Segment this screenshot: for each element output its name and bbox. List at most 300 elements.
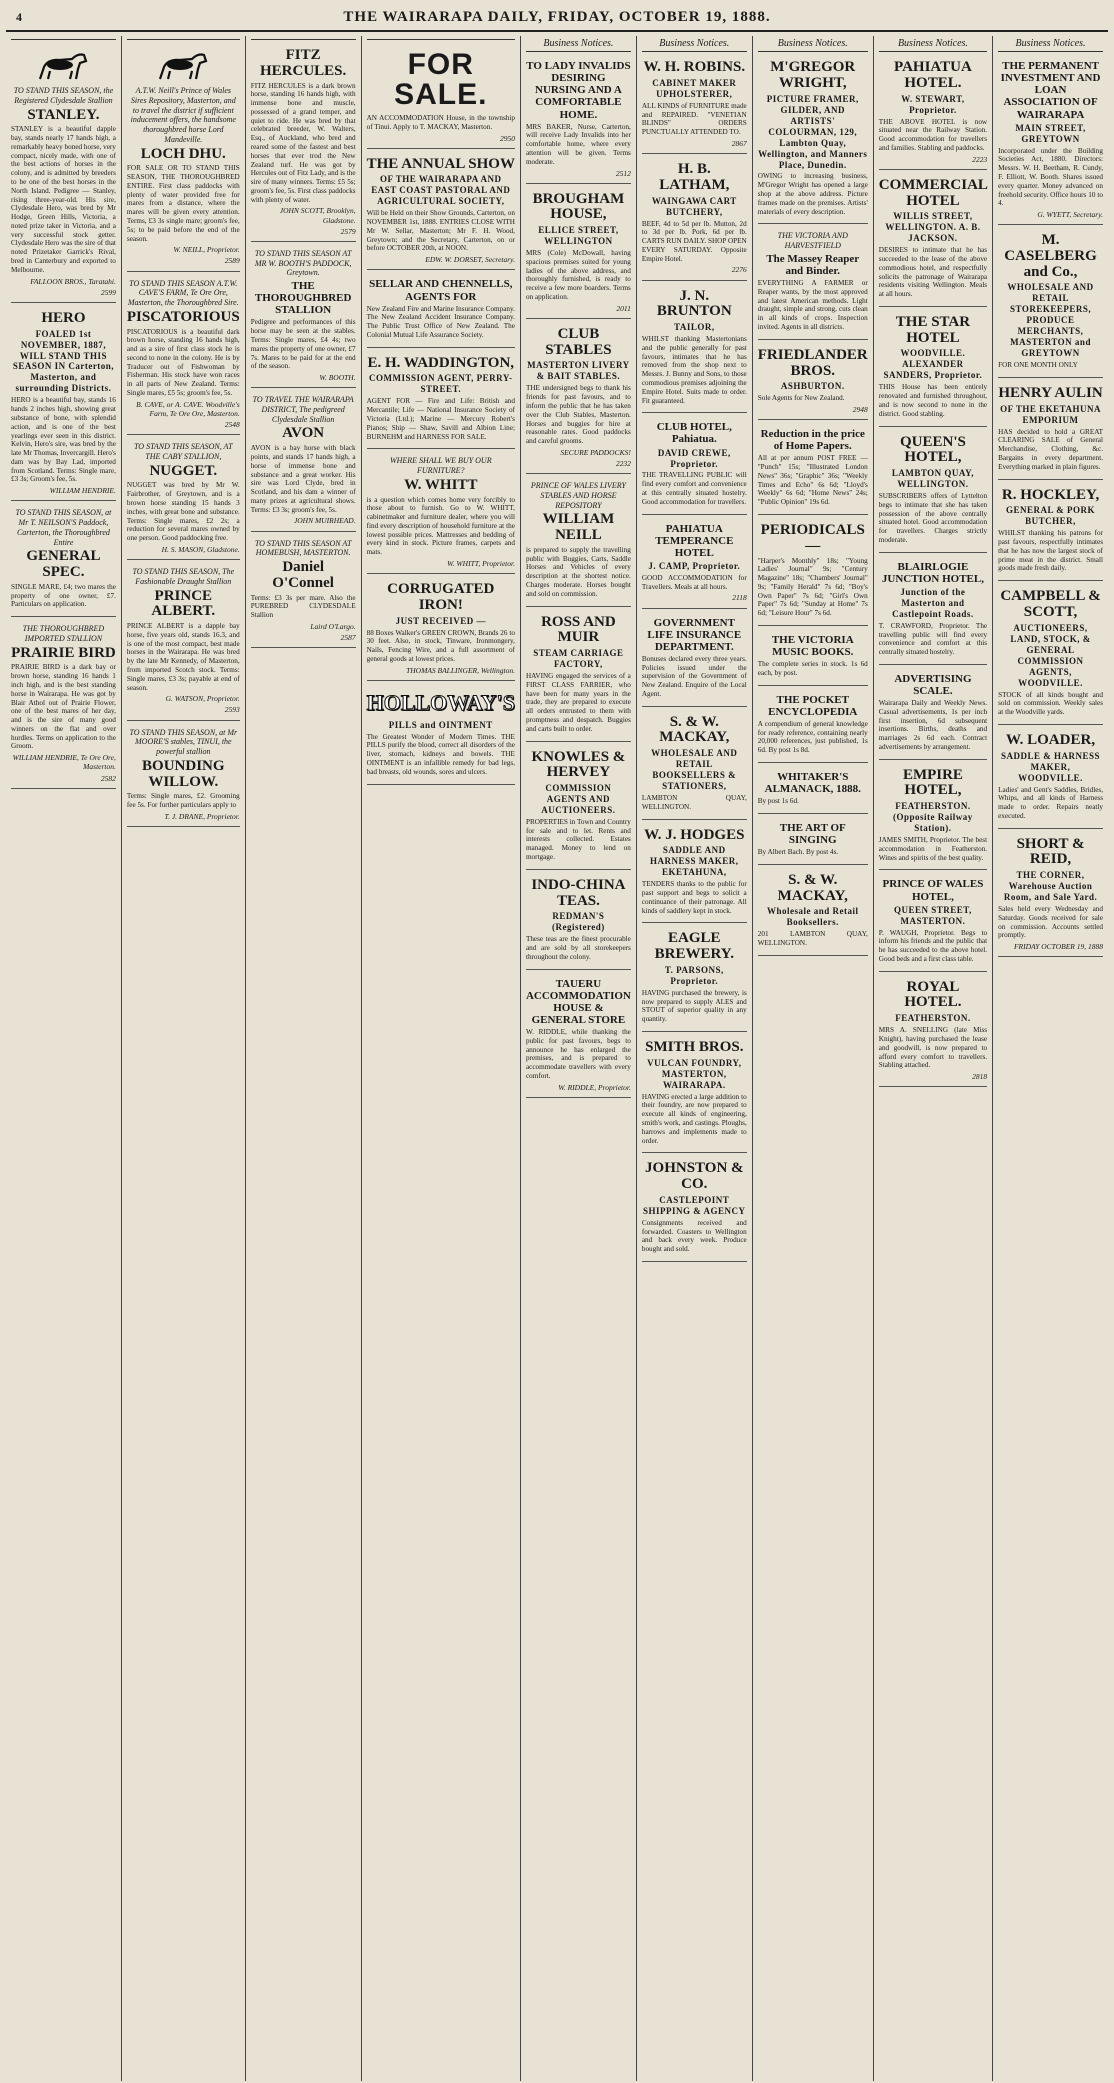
ad-signature: W. WHITT, Proprietor. bbox=[447, 559, 515, 569]
ad-body: MRS (Cole) McDowall, having spacious premises suited for young ladies of the above address, and thoroughly furnished, is ready to receive a few more boarders. Terms on application. bbox=[525, 249, 631, 302]
ad-body: PISCATORIOUS is a beautiful dark brown horse, standing 16 hands high, and as a sire of first class stock he is second to none in the colony. He is by Traducer out of Fishwoman by Fisherman. His stock have won races in all parts of New Zealand. Terms: Single mares, £5 5s; groom's fee, 5s. bbox=[126, 327, 240, 398]
ad-body: DESIRES to intimate that he has succeeded to the lease of the above commodious hotel, and respectfully solicits the patronage of Wairarapa residents visiting Wellington. Meals at all hours. bbox=[878, 246, 988, 299]
ad-title: CORRUGATED IRON! bbox=[387, 581, 495, 613]
ad-subtitle: WOODVILLE. ALEXANDER SANDERS, Proprietor. bbox=[883, 348, 983, 381]
ad-title: The Massey Reaper and Binder. bbox=[766, 252, 860, 277]
ad-subtitle: MAIN STREET, GREYTOWN bbox=[1015, 122, 1086, 144]
ad-title: INDO-CHINA TEAS. bbox=[531, 876, 626, 909]
ad-title: Reduction in the price of Home Papers. bbox=[760, 428, 865, 453]
column-heading bbox=[251, 38, 356, 40]
ad-intro: THE VICTORIA AND HARVESTFIELD bbox=[777, 231, 848, 251]
ad-signature: WILLIAM HENDRIE, Te Ore Ore, Masterton. bbox=[12, 753, 116, 772]
newspaper-title: THE WAIRARAPA DAILY, FRIDAY, OCTOBER 19, 1888. bbox=[343, 8, 771, 25]
column-heading: Business Notices. bbox=[758, 38, 868, 52]
ad-title: EAGLE BREWERY. bbox=[654, 930, 734, 963]
ad-subtitle: SADDLE AND HARNESS MAKER, EKETAHUNA, bbox=[650, 845, 739, 878]
advertisement bbox=[758, 227, 868, 339]
advertisement bbox=[127, 43, 240, 272]
advertisement bbox=[11, 306, 116, 502]
ad-title: PERIODICALS — bbox=[760, 522, 865, 554]
ad-title: FOR SALE. bbox=[394, 48, 488, 111]
ad-subtitle: REDMAN'S (Registered) bbox=[551, 911, 605, 933]
column-2 bbox=[122, 36, 246, 2081]
advertisement bbox=[642, 710, 747, 820]
ad-signature: JOHN SCOTT, Brooklyn, Gladstone. bbox=[279, 206, 356, 225]
ad-body: OWING to increasing business, M'Gregor Wright has opened a large shop at the above address. Picture frames made on the premises. Artists' materials of every description. bbox=[757, 172, 868, 216]
ad-subtitle: THE CORNER, Warehouse Auction Room, and Sale Yard. bbox=[1003, 870, 1098, 903]
ad-intro: PRINCE OF WALES LIVERY STABLES AND HORSE REPOSITORY bbox=[530, 481, 626, 510]
advertisement bbox=[879, 975, 987, 1088]
advertisement bbox=[642, 416, 747, 514]
advertisement bbox=[642, 926, 747, 1032]
ad-body: MRS A. SNELLING (late Miss Knight), having purchased the lease and goodwill, is now prepared to afford every comfort to travellers. Stabling attached. bbox=[878, 1026, 988, 1070]
ad-title: W. WHITT bbox=[404, 476, 478, 493]
advertisement bbox=[526, 187, 631, 319]
advertisement bbox=[879, 430, 987, 553]
ad-body: is a question which comes home very forcibly to those about to furnish. Go to W. WHITT, cabinetmaker and furniture dealer, where you will find every description of household furniture at the lowest possible prices. Mattresses and bedding of every kind in stock. Picture frames, carpets and mats. bbox=[366, 495, 515, 557]
ad-signature: THOMAS BALLINGER, Wellington. bbox=[406, 665, 515, 675]
ad-body: is prepared to supply the travelling public with Buggies, Carts, Saddle Horses and Vehicles of every description at the shortest notice. Charges moderate. Horses bought and sold on commission. bbox=[525, 545, 631, 598]
ad-body: Pedigree and performances of this horse may be seen at the stables. Terms: Single mares, £4 4s; two mares the property of one owner, £7 7s. Mares to be paid for at the end of the season. bbox=[250, 318, 356, 371]
ad-body: PRINCE ALBERT is a dapple bay horse, five years old, stands 16.3, and is one of the most compact, best made horses in the Wairarapa. He was bred by the late Mr Kennedy, of Masterton, from imported Scotch stock. Terms: Single mares, £3 3s; payable at end of season. bbox=[126, 622, 240, 692]
advertisement bbox=[879, 873, 987, 971]
advertisement bbox=[251, 43, 356, 242]
ad-subtitle: Junction of the Masterton and Castlepoint Roads. bbox=[892, 586, 974, 619]
advertisement bbox=[879, 173, 987, 307]
ad-title: R. HOCKLEY, bbox=[1001, 486, 1100, 503]
ad-body: T. CRAWFORD, Proprietor. The travelling public will find every convenience and comfort at this centrally situated hostelry. bbox=[878, 621, 988, 657]
ad-title: TO LADY INVALIDS DESIRING NURSING AND A COMFORTABLE HOME. bbox=[526, 60, 631, 121]
ad-number: FRIDAY OCTOBER 19, 1888 bbox=[1013, 942, 1103, 952]
ad-subtitle: LAMBTON QUAY, WELLINGTON. bbox=[891, 468, 975, 489]
ad-title: S. & W. MACKAY, bbox=[777, 871, 848, 904]
ad-title: HERO bbox=[41, 309, 86, 326]
ad-body: PRAIRIE BIRD is a dark bay or brown horse, standing 16 hands 1 inch high, and is the best standing horse in Wairarapa. He was got by Blair Athol out of Prairie Flower, one of the best mares of her day, and is the sire of many good winners on the flat and over hurdles. Terms on application to the Groom. bbox=[11, 663, 116, 751]
column-9 bbox=[993, 36, 1108, 2081]
advertisement bbox=[367, 351, 515, 450]
ad-title: WILLIAM NEILL bbox=[542, 511, 615, 544]
advertisement bbox=[998, 832, 1103, 958]
column-heading: Business Notices. bbox=[526, 38, 631, 52]
ad-body: AGENT FOR — Fire and Life: British and Mercantile; Life — National Insurance Society of Victoria (Ltd.); Marine — Mercury Robert's Pianos; Ship — Shaw, Savill and Albion Line; BURNEHM and HARNESS FOR SALE. bbox=[366, 397, 515, 441]
ad-body: SINGLE MARE, £4; two mares the property of one owner, £7. Particulars on application. bbox=[11, 582, 116, 609]
ad-title: HOLLOWAY'S bbox=[366, 689, 515, 715]
ad-title: QUEEN'S HOTEL, bbox=[900, 433, 966, 466]
advertisement bbox=[526, 973, 631, 1098]
advertisement bbox=[998, 728, 1103, 829]
ad-body: ALL KINDS of FURNITURE made and REPAIRED. "VENETIAN BLINDS" ORDERS PUNCTUALLY ATTENDED TO. bbox=[641, 101, 747, 137]
ad-body: HERO is a beautiful bay, stands 16 hands 2 inches high, showing great substance of bone, with splendid action, and is one of the best yearlings ever seen in this district. Kelvin, Hero's sire, was bred by the late Mr Thomas, Invercargill. Hero's dam was by Bay Lad, imported from Scotland. Terms: Single mare, £3 3s; Groom's fee, 5s. bbox=[11, 396, 116, 484]
ad-title: ROYAL HOTEL. bbox=[904, 978, 962, 1011]
advertisement bbox=[758, 817, 868, 865]
advertisement bbox=[998, 228, 1103, 378]
advertisement bbox=[758, 689, 868, 763]
ad-title: Daniel O'Connel bbox=[272, 559, 334, 591]
ad-body: Sales held every Wednesday and Saturday. Goods received for sale on commission. Accounts settled promptly. bbox=[998, 905, 1103, 940]
ad-title: S. & W. MACKAY, bbox=[659, 713, 730, 746]
ad-subtitle: QUEEN STREET, MASTERTON. bbox=[894, 904, 972, 926]
advertisement bbox=[11, 620, 116, 788]
ad-intro: THE THOROUGHBRED IMPORTED STALLION bbox=[22, 624, 105, 643]
advertisement bbox=[879, 310, 987, 427]
advertisement bbox=[998, 483, 1103, 582]
ad-subtitle: W. STEWART, Proprietor. bbox=[901, 93, 965, 115]
advertisement bbox=[758, 518, 868, 626]
ad-title: AVON bbox=[282, 425, 325, 442]
ad-title: W. LOADER, bbox=[1006, 731, 1096, 748]
ad-title: THE THOROUGHBRED STALLION bbox=[254, 280, 352, 317]
column-5 bbox=[521, 36, 637, 2081]
ad-number: 2950 bbox=[499, 133, 515, 143]
ad-title: THE ART OF SINGING bbox=[779, 822, 846, 847]
ad-subtitle: WILLIS STREET, WELLINGTON. A. B. JACKSON. bbox=[885, 211, 981, 244]
ad-signature: W. NEILL, Proprietor. bbox=[173, 245, 240, 255]
ad-title: THE POCKET ENCYCLOPEDIA bbox=[768, 693, 858, 718]
advertisement bbox=[879, 55, 987, 170]
ad-signature: W. RIDDLE, Proprietor. bbox=[558, 1082, 631, 1092]
ad-body: 201 LAMBTON QUAY, WELLINGTON. bbox=[757, 930, 868, 948]
ad-body: THE TRAVELLING PUBLIC will find every comfort and convenience at this centrally situated hostelry. Good accommodation for travellers. bbox=[641, 471, 747, 506]
ad-body: P. WAUGH, Proprietor. Begs to inform his friends and the public that he has succeeded to the above hotel. Good beds and a first class table. bbox=[878, 928, 988, 963]
ad-body: STOCK of all kinds bought and sold on commission. Weekly sales at the Woodville yards. bbox=[998, 690, 1103, 717]
ad-body: Wairarapa Daily and Weekly News. Casual advertisements, 1s per inch first insertion, 6d subsequent insertions. Births, deaths and marriages 2s 6d each. Contract advertisements by arrangement. bbox=[878, 699, 988, 751]
advertisement bbox=[367, 577, 515, 681]
ad-title: JOHNSTON & CO. bbox=[645, 1160, 744, 1193]
ad-title: PRAIRIE BIRD bbox=[11, 644, 116, 661]
ad-subtitle: AUCTIONEERS, LAND, STOCK, & GENERAL COMMISSION AGENTS, WOODVILLE. bbox=[1010, 622, 1091, 688]
ad-number: 2579 bbox=[340, 226, 356, 236]
ad-title: THE ANNUAL SHOW bbox=[366, 155, 515, 172]
ad-intro: TO STAND THIS SEASON A.T.W. CAVE'S FARM, Te Ore Ore, Masterton, the Thoroughbred Sire. bbox=[127, 278, 239, 308]
ad-signature: JOHN MUIRHEAD. bbox=[293, 516, 356, 526]
advertisement bbox=[526, 55, 631, 184]
ad-title: TAUERU ACCOMMODATION HOUSE & GENERAL STORE bbox=[525, 977, 631, 1026]
column-3 bbox=[246, 36, 362, 2081]
columns bbox=[6, 36, 1108, 2081]
ad-signature: H. S. MASON, Gladstone. bbox=[161, 544, 240, 554]
ad-intro: TO STAND THIS SEASON, AT THE CABY STALLION, bbox=[133, 442, 233, 461]
ad-body: The Greatest Wonder of Modern Times. THE PILLS purify the blood, correct all disorders of the liver, stomach, kidneys and bowels. THE OINTMENT is an infallible remedy for bad legs, bad breasts, old wounds, sores and ulcers. bbox=[366, 732, 515, 776]
ad-body: By post 1s 6d. bbox=[757, 797, 799, 806]
column-heading: Business Notices. bbox=[642, 38, 747, 52]
horse-engraving-icon bbox=[34, 49, 92, 83]
column-4 bbox=[362, 36, 521, 2081]
ad-title: PAHIATUA HOTEL. bbox=[894, 59, 972, 91]
ad-intro: TO STAND THIS SEASON, at Mr MOORE'S stables, TINUI, the powerful stallion bbox=[129, 727, 238, 757]
advertisement bbox=[367, 273, 515, 347]
ad-subtitle: WAINGAWA CART BUTCHERY, bbox=[651, 195, 737, 217]
advertisement bbox=[879, 556, 987, 665]
ad-title: SMITH BROS. bbox=[645, 1039, 744, 1056]
advertisement bbox=[367, 152, 515, 271]
ad-intro: TO TRAVEL THE WAIRARAPA DISTRICT, The pedigreed Clydesdale Stallion bbox=[252, 395, 354, 424]
ad-subtitle: PILLS and OINTMENT bbox=[388, 719, 493, 730]
ad-subtitle: J. CAMP, Proprietor. bbox=[648, 560, 741, 571]
ad-number: 2512 bbox=[615, 168, 631, 178]
advertisement bbox=[642, 55, 747, 154]
column-heading: Business Notices. bbox=[879, 38, 987, 52]
ad-number: 2118 bbox=[732, 593, 747, 603]
ad-title: SELLAR AND CHENNELLS, AGENTS FOR bbox=[369, 278, 513, 303]
ad-body: MRS BAKER, Nurse, Carterton, will receive Lady Invalids into her comfortable home, where every attention will be given. Terms moderate. bbox=[525, 122, 631, 166]
ad-signature: SECURE PADDOCKS! bbox=[560, 447, 631, 457]
ad-subtitle: CASTLEPOINT SHIPPING & AGENCY bbox=[643, 1194, 746, 1216]
ad-body: Terms: £3 3s per mare. Also the PUREBRED CLYDESDALE Stallion bbox=[250, 593, 356, 620]
ad-title: THE VICTORIA MUSIC BOOKS. bbox=[771, 633, 854, 659]
advertisement bbox=[367, 43, 515, 149]
ad-subtitle: T. PARSONS, Proprietor. bbox=[664, 964, 724, 986]
advertisement bbox=[127, 438, 240, 560]
ad-subtitle: Wholesale and Retail Booksellers. bbox=[767, 906, 859, 928]
ad-subtitle: DAVID CREWE, Proprietor. bbox=[657, 447, 731, 469]
advertisement bbox=[127, 275, 240, 436]
ad-number: 2593 bbox=[224, 705, 240, 715]
ad-body: BEEF, 4d to 5d per lb. Mutton, 2d to 3d per lb. Pork, 6d per lb. CARTS RUN DAILY. SHOP OPEN EVERY SATURDAY. Opposite Empire Hotel. bbox=[641, 219, 747, 263]
ad-body: AVON is a bay horse with black points, and stands 17 hands high, a horse of immense bone and substance and a great worker. His sire was Lord Clyde, bred in Scotland, and his dam a winner of many prizes at agricultural shows. Terms: £3 3s; groom's fee, 5s. bbox=[250, 444, 356, 514]
ad-body: Consignments received and forwarded. Coasters to Wellington and back every week. Produce bought and sold. bbox=[641, 1218, 747, 1254]
ad-subtitle: FEATHERSTON. (Opposite Railway Station). bbox=[893, 801, 973, 834]
ad-body: Incorporated under the Building Societies Act, 1880. Directors: Messrs. W. H. Beetham, R. Cundy, F. Elliott, W. Booth. Shares issued every quarter. Money advanced on freehold security. Office hours 10 to 4. bbox=[998, 146, 1103, 208]
ad-body: LAMBTON QUAY, WELLINGTON. bbox=[641, 794, 747, 811]
column-heading bbox=[127, 38, 240, 40]
ad-number: 2582 bbox=[100, 773, 116, 783]
ad-body: WHILST thanking his patrons for past favours, respectfully intimates that he has now the largest stock of prime meat in the district. Small goods made fresh daily. bbox=[998, 529, 1103, 573]
advertisement bbox=[758, 868, 868, 956]
ad-subtitle: ELLICE STREET, WELLINGTON bbox=[538, 225, 619, 247]
ad-intro: TO STAND THIS SEASON, at Mr T. NEILSON'S Paddock, Carterton, the Thoroughbred Entire bbox=[15, 508, 112, 547]
ad-number: 2867 bbox=[731, 139, 747, 148]
ad-title: ROSS AND MUIR bbox=[541, 613, 616, 646]
ad-title: PRINCE OF WALES HOTEL, bbox=[882, 878, 984, 903]
ad-body: 88 Boxes Walker's GREEN CROWN, Brands 26 to 30 feet. Also, in stock, Tinware, Ironmongery, Nails, Fencing Wire, and a full assortment of general goods at lowest prices. bbox=[366, 628, 515, 663]
advertisement bbox=[758, 55, 868, 224]
ad-title: KNOWLES & HERVEY bbox=[531, 748, 626, 781]
ad-body: HAVING engaged the services of a FIRST CLASS FARRIER, who have been for many years in the trade, they are prepared to execute all orders entrusted to them with promptness and despatch. Buggies and carts built to order. bbox=[525, 672, 631, 733]
ad-title: W. J. HODGES bbox=[644, 826, 745, 843]
ad-signature: B. CAVE, or A. CAVE. Woodville's Farm, Te Ore Ore, Masterton. bbox=[136, 399, 240, 418]
advertisement bbox=[758, 343, 868, 420]
advertisement bbox=[642, 823, 747, 924]
advertisement bbox=[879, 763, 987, 871]
ad-body: All at per annum POST FREE — "Punch" 15s; "Illustrated London News" 36s; "Graphic" 36s; "Weekly Times and Echo" 6s 6d; "Lloyd's Weekly" 6s 6d; "Home News" 24s; "Public Opinion" 19s 6d. bbox=[757, 454, 868, 507]
ad-body: W. RIDDLE, while thanking the public for past favours, begs to announce he has enlarged the premises, and is prepared to accommodate travellers with every comfort. bbox=[525, 1027, 631, 1080]
ad-title: WHITAKER'S ALMANACK, 1888. bbox=[764, 771, 861, 796]
ad-body: GOOD ACCOMMODATION for Travellers. Meals at all hours. bbox=[641, 573, 747, 591]
masthead bbox=[6, 6, 1108, 32]
advertisement bbox=[367, 684, 515, 785]
ad-title: CLUB STABLES bbox=[545, 325, 612, 358]
advertisement bbox=[127, 563, 240, 721]
ad-body: HAVING erected a large addition to their foundry, are now prepared to execute all kinds of engineering, smith's work, and castings. Ploughs, harrows and implements made to order. bbox=[641, 1092, 747, 1145]
advertisement bbox=[642, 284, 747, 414]
ad-signature: EDW. W. DORSET, Secretary. bbox=[425, 255, 515, 265]
ad-title: HENRY AULIN bbox=[998, 385, 1103, 402]
ad-title: BOUNDING WILLOW. bbox=[142, 757, 225, 790]
ad-number: 2587 bbox=[340, 633, 356, 643]
ad-body: Will be Held on their Show Grounds, Carterton, on NOVEMBER 1st, 1888. ENTRIES CLOSE WITH Mr W. Sellar, Masterton; Mr F. H. Wood, Greytown; and the Secretary, Carterton, on or before OCTOBER 20th, at NOON. bbox=[366, 209, 515, 253]
ad-body: "Harper's Monthly" 18s; "Young Ladies' Journal" 9s; "Century Magazine" 18s; "Chambers' Journal" 9s; "Family Herald" 7s 6d; "Boy's Own Paper" 7s 6d; "Girl's Own Paper" 7s 6d; "Sunday at Home" 7s 6d; "Leisure Hour" 7s 6d. bbox=[757, 556, 868, 618]
ad-subtitle: CABINET MAKER UPHOLSTERER, bbox=[652, 77, 737, 99]
ad-body: TENDERS thanks to the public for past support and begs to solicit a continuance of their patronage. All kinds of saddlery kept in stock. bbox=[641, 880, 747, 915]
ad-body: Bonuses declared every three years. Policies issued under the supervision of the Government of New Zealand. Enquire of the Local Agent. bbox=[641, 654, 747, 698]
column-7 bbox=[753, 36, 874, 2081]
ad-body: The complete series in stock. 1s 6d each, by post. bbox=[757, 660, 868, 677]
ad-title: J. N. BRUNTON bbox=[656, 287, 732, 320]
ad-title: THE STAR HOTEL bbox=[895, 313, 971, 346]
ad-intro: TO STAND THIS SEASON, The Fashionable Draught Stallion bbox=[132, 567, 235, 586]
ad-intro: A.T.W. Neill's Prince of Wales Sires Repository, Masterton, and to travel the district if sufficient inducement offers, the handsome thoroughbred horse Lord Mandeville. bbox=[130, 86, 236, 144]
ad-subtitle: OF THE EKETAHUNA EMPORIUM bbox=[1000, 403, 1101, 425]
ad-signature: G. WYETT, Secretary. bbox=[1037, 210, 1103, 220]
ad-body: FOR ONE MONTH ONLY bbox=[998, 361, 1078, 370]
advertisement bbox=[251, 245, 356, 388]
ad-number: 2589 bbox=[224, 256, 240, 266]
ad-subtitle: OF THE WAIRARAPA AND EAST COAST PASTORAL AND AGRICULTURAL SOCIETY, bbox=[371, 174, 511, 207]
advertisement bbox=[758, 423, 868, 515]
ad-body: HAVING purchased the brewery, is now prepared to supply ALES and STOUT of superior quality in any quantity. bbox=[641, 988, 747, 1024]
ad-title: PAHIATUA TEMPERANCE HOTEL bbox=[655, 522, 734, 559]
advertisement bbox=[526, 477, 631, 606]
ad-body: FOR SALE OR TO STAND THIS SEASON, THE THOROUGHBRED ENTIRE. First class paddocks with plenty of water provided free for mares from a distance, where the mares will be given every attention. Terms, £3 3s single mare; groom's fee, 5s; to be paid before the end of the season. bbox=[126, 164, 240, 243]
ad-subtitle: JUST RECEIVED — bbox=[395, 615, 486, 626]
ad-signature: FALLOON BROS., Taratahi. bbox=[30, 276, 116, 286]
ad-body: THIS House has been entirely renovated and furnished throughout, and is now second to none in the district. Good stabling. bbox=[878, 383, 988, 418]
ad-intro: TO STAND THIS SEASON AT HOMEBUSH, MASTERTON. bbox=[254, 538, 352, 558]
advertisement bbox=[642, 1035, 747, 1153]
advertisement bbox=[998, 584, 1103, 725]
ad-subtitle: FOALED 1st NOVEMBER, 1887, WILL STAND THIS SEASON IN Carterton, Masterton, and surrounding Districts. bbox=[12, 328, 115, 394]
ad-body: NUGGET was bred by Mr W. Fairbrother, of Greytown, and is a brown horse standing 15 hands 3 inches, with great bone and substance. Terms: Single mares, £2 2s; a reduction for several mares owned by one person. Good paddocking free. bbox=[126, 481, 240, 543]
ad-signature: WILLIAM HENDRIE. bbox=[49, 486, 116, 496]
advertisement bbox=[758, 766, 868, 814]
ad-subtitle: SADDLE & HARNESS MAKER, WOODVILLE. bbox=[1001, 750, 1101, 783]
advertisement bbox=[526, 873, 631, 970]
ad-title: GOVERNMENT LIFE INSURANCE DEPARTMENT. bbox=[647, 616, 742, 653]
ad-number: 2276 bbox=[731, 265, 747, 275]
ad-signature: Laird O'Largo. bbox=[310, 621, 356, 631]
ad-title: BROUGHAM HOUSE, bbox=[532, 190, 625, 223]
advertisement bbox=[642, 1156, 747, 1262]
ad-body: EVERYTHING A FARMER or Reaper wants, by the most approved and latest American methods. Light draught, simple and strong, cuts clean in all kinds of crops. Inspection invited. Agents in all districts. bbox=[757, 279, 868, 331]
advertisement bbox=[251, 535, 356, 649]
ad-title: COMMERCIAL HOTEL bbox=[878, 176, 988, 209]
ad-subtitle: GENERAL & PORK BUTCHER, bbox=[1006, 505, 1096, 527]
column-heading bbox=[367, 38, 515, 40]
advertisement bbox=[642, 157, 747, 280]
ad-title: BLAIRLOGIE JUNCTION HOTEL, bbox=[881, 560, 984, 585]
ad-number: 2548 bbox=[224, 420, 240, 430]
advertisement bbox=[526, 745, 631, 870]
advertisement bbox=[879, 668, 987, 760]
advertisement bbox=[998, 55, 1103, 225]
ad-body: SUBSCRIBERS offers of Lyttelton begs to intimate that she has taken possession of the above centrally situated hotel. Good accommodation for travellers. Charges strictly moderate. bbox=[878, 491, 988, 544]
ad-title: PISCATORIOUS bbox=[126, 308, 240, 325]
ad-number: 2599 bbox=[100, 287, 116, 297]
ad-body: HAS decided to hold a GREAT CLEARING SALE of General Merchandise, Clothing, &c. Bargains in every department. Everything marked in plain figures. bbox=[998, 427, 1103, 471]
advertisement bbox=[11, 43, 116, 303]
ad-body: FITZ HERCULES is a dark brown horse, standing 16 hands high, with immense bone and muscle, possessed of a grand temper, and quiet to ride. He was bred by that celebrated breeder, W. Walters, Esq., of Auckland, who bred and reared some of the fastest and best horses that ever trod the New Zealand turf. He was got by Hercules out of Fitz Lady, and is the sire of many winners. Terms: £5 5s; groom's fee, 5s. First class paddocks with plenty of water. bbox=[250, 81, 356, 204]
ad-title: THE PERMANENT INVESTMENT AND LOAN ASSOCIATION OF WAIRARAPA bbox=[1000, 60, 1101, 121]
column-8 bbox=[874, 36, 993, 2081]
ad-body: AN ACCOMMODATION House, in the township of Tinui. Apply to T. MACKAY, Masterton. bbox=[366, 114, 515, 131]
ad-subtitle: VULCAN FOUNDRY, MASTERTON, WAIRARAPA. bbox=[647, 1057, 742, 1090]
ad-body: THE ABOVE HOTEL is now situated near the Railway Station. Good accommodation for travellers and families. Stabling and paddocks. bbox=[878, 117, 988, 152]
ad-body: These teas are the finest procurable and are sold by all storekeepers throughout the colony. bbox=[525, 935, 631, 961]
horse-engraving-icon bbox=[154, 49, 212, 83]
ad-body: Ladies' and Gent's Saddles, Bridles, Whips, and all kinds of Harness made to order. Repairs neatly executed. bbox=[998, 785, 1103, 820]
ad-number: 2011 bbox=[616, 303, 631, 313]
ad-number: 2818 bbox=[972, 1072, 988, 1082]
ad-subtitle: COMMISSION AGENTS AND AUCTIONEERS. bbox=[541, 783, 616, 815]
ad-body: Sole Agents for New Zealand. bbox=[757, 394, 845, 403]
ad-intro: TO STAND THIS SEASON, the Registered Clydesdale Stallion bbox=[13, 86, 114, 105]
ad-subtitle: STEAM CARRIAGE FACTORY, bbox=[533, 648, 624, 670]
advertisement bbox=[127, 724, 240, 827]
ad-body: By Albert Bach. By post 4s. bbox=[757, 848, 839, 857]
ad-title: H. B. LATHAM, bbox=[659, 161, 730, 193]
ad-body: STANLEY is a beautiful dapple bay, stands nearly 17 hands high, a remarkably heavy boned horse, very compact, nicely made, with one of the best actions of horses in the colony, and is admitted by breeders to be one of the best horses in the North Island. Pedigree — Stanley, rising three-year-old. His sire, Clydesdale Hero, was bred by Mr Hodge, Green Hills, Victoria, a noted prize taker in Victoria, and a very successful stock getter. Clydesdale Hero was the sire of that noted Prizetaker Garrick's Rival, bred in Canterbury and exported to Melbourne. bbox=[11, 125, 116, 274]
ad-signature: G. WATSON, Proprietor. bbox=[165, 694, 240, 704]
ad-subtitle: WHOLESALE AND RETAIL STOREKEEPERS, PRODUCE MERCHANTS, MASTERTON and GREYTOWN bbox=[1007, 282, 1094, 359]
ad-title: FRIEDLANDER BROS. bbox=[757, 346, 868, 379]
advertisement bbox=[758, 629, 868, 686]
ad-title: EMPIRE HOTEL, bbox=[902, 766, 963, 799]
ad-signature: T. J. DRANE, Proprietor. bbox=[164, 811, 240, 821]
ad-title: SHORT & REID, bbox=[1016, 835, 1085, 868]
page-number: 4 bbox=[16, 9, 22, 24]
ad-number: 2223 bbox=[972, 154, 988, 164]
ad-title: NUGGET. bbox=[149, 462, 218, 479]
advertisement bbox=[367, 452, 515, 574]
column-6 bbox=[637, 36, 753, 2081]
ad-body: WHILST thanking Mastertonians and the public generally for past favours, intimates that he has removed from the shop next to Messrs. J. Bunny and Sons, to those commodious premises adjoining the Empire Hotel. Suits made to order. Fit guaranteed. bbox=[641, 335, 747, 405]
advertisement bbox=[526, 610, 631, 742]
ad-intro: TO STAND THIS SEASON AT MR W. BOOTH'S PADDOCK, Greytown. bbox=[254, 248, 352, 278]
advertisement bbox=[642, 612, 747, 707]
ad-title: LOCH DHU. bbox=[140, 145, 226, 162]
ad-body: Terms: Single mares, £2. Grooming fee 5s. For further particulars apply to bbox=[126, 792, 240, 810]
ad-title: M'GREGOR WRIGHT, bbox=[770, 59, 856, 91]
ad-title: W. H. ROBINS. bbox=[643, 59, 746, 76]
ad-title: PRINCE ALBERT. bbox=[151, 587, 216, 620]
ad-title: FITZ HERCULES. bbox=[260, 47, 347, 79]
advertisement bbox=[642, 518, 747, 609]
ad-subtitle: WHOLESALE AND RETAIL BOOKSELLERS & STATIONERS, bbox=[651, 748, 738, 792]
advertisement bbox=[251, 391, 356, 531]
ad-subtitle: MASTERTON LIVERY & BAIT STABLES. bbox=[527, 360, 630, 382]
ad-title: CAMPBELL & SCOTT, bbox=[1000, 588, 1101, 620]
ad-body: JAMES SMITH, Proprietor. The best accommodation in Featherston. Wines and spirits of the best quality. bbox=[878, 836, 988, 862]
advertisement bbox=[11, 504, 116, 617]
advertisement bbox=[526, 322, 631, 474]
ad-title: STANLEY. bbox=[27, 106, 100, 123]
column-1 bbox=[6, 36, 122, 2081]
ad-body: THE undersigned begs to thank his friends for past favours, and to inform the public that he has taken over the Club Stables, Masterton. Horses and buggies for hire at reasonable rates. Good paddocks and careful grooms. bbox=[525, 384, 631, 446]
ad-subtitle: TAILOR, bbox=[674, 322, 715, 333]
ad-subtitle: COMMISSION AGENT, PERRY-STREET. bbox=[369, 373, 513, 395]
ad-title: ADVERTISING SCALE. bbox=[894, 672, 972, 697]
ad-title: E. H. WADDINGTON, bbox=[367, 354, 515, 371]
ad-intro: WHERE SHALL WE BUY OUR FURNITURE? bbox=[389, 456, 492, 476]
ad-title: CLUB HOTEL, Pahiatua. bbox=[656, 421, 732, 446]
ad-body: New Zealand Fire and Marine Insurance Company. The New Zealand Accident Insurance Company. The Public Trust Office of New Zealand. The Colonial Mutual Life Assurance Society. bbox=[366, 304, 515, 339]
ad-signature: W. BOOTH. bbox=[319, 373, 356, 383]
column-heading: Business Notices. bbox=[998, 38, 1103, 52]
ad-subtitle: ASHBURTON. bbox=[780, 381, 845, 392]
advertisement bbox=[998, 381, 1103, 480]
ad-subtitle: FEATHERSTON. bbox=[895, 1013, 971, 1024]
ad-title: GENERAL SPEC. bbox=[26, 548, 101, 581]
